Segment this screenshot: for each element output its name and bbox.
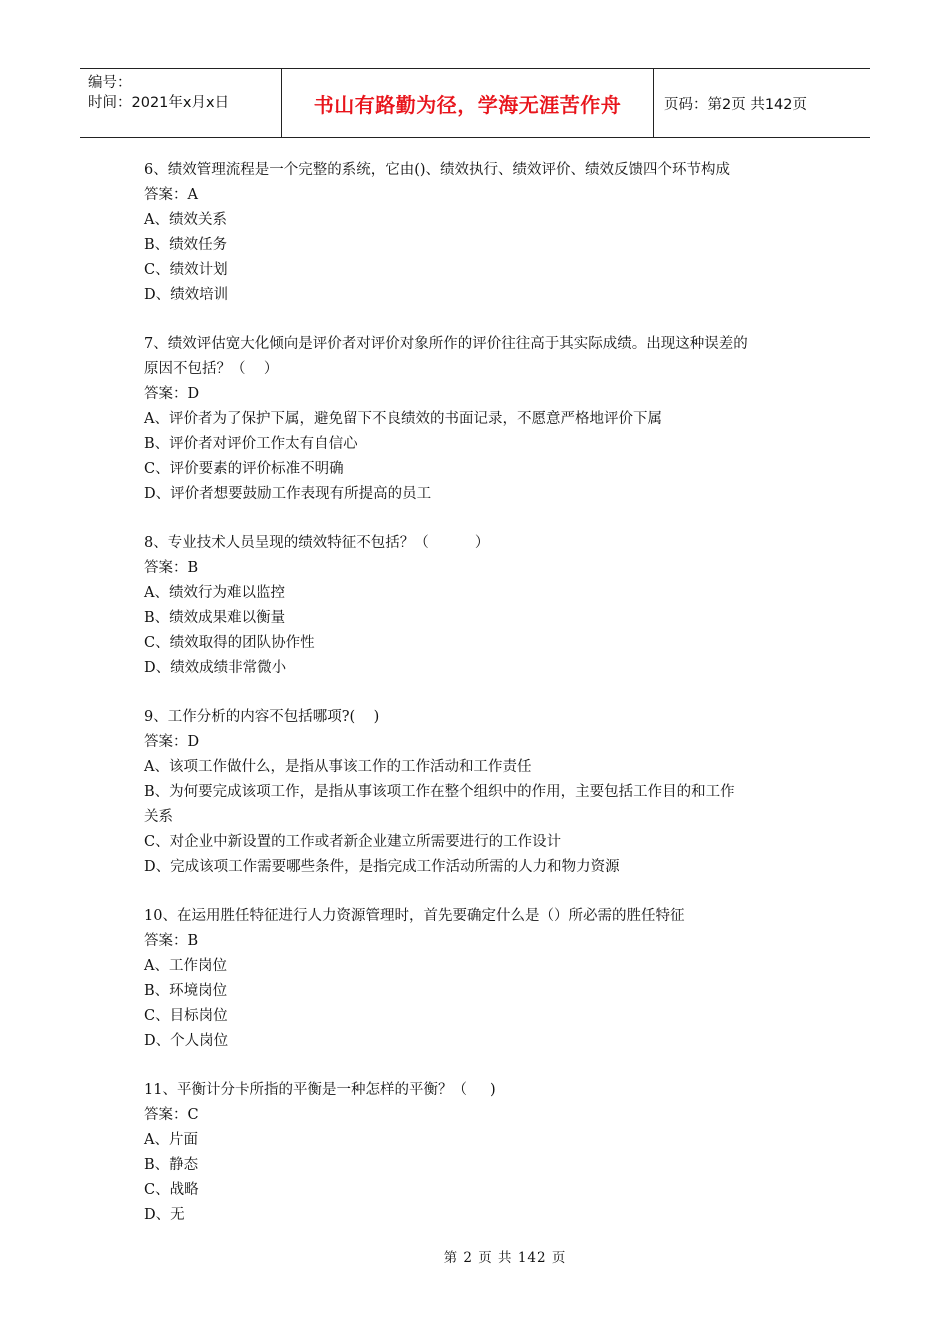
option-text: D、绩效培训 xyxy=(144,287,229,303)
motto: 书山有路勤为径，学海无涯苦作舟 xyxy=(281,69,654,137)
option-text: A、该项工作做什么，是指从事该工作的工作活动和工作责任 xyxy=(144,759,532,775)
option-text: A、绩效关系 xyxy=(144,212,227,228)
option-text: D、个人岗位 xyxy=(144,1033,229,1049)
option-text: D、无 xyxy=(144,1207,185,1223)
answer-text: 答案：D xyxy=(144,734,200,750)
header-left-cell xyxy=(80,69,281,137)
option-text: C、战略 xyxy=(144,1182,199,1198)
option-text: A、片面 xyxy=(144,1132,198,1148)
option-text: C、对企业中新设置的工作或者新企业建立所需要进行的工作设计 xyxy=(144,834,562,850)
question-list xyxy=(144,158,824,1252)
answer-text: 答案：D xyxy=(144,386,200,402)
page-info: 页码：第2页 共142页 xyxy=(664,96,808,113)
option-text: B、环境岗位 xyxy=(144,983,228,999)
question-text: 8、专业技术人员呈现的绩效特征不包括？（ ） xyxy=(144,535,490,551)
question-block xyxy=(144,904,824,1054)
question-text: 原因不包括？（ ） xyxy=(144,361,279,377)
document-header xyxy=(80,68,870,138)
option-text: A、工作岗位 xyxy=(144,958,227,974)
answer-text: 答案：B xyxy=(144,560,199,576)
option-text: B、评价者对评价工作太有自信心 xyxy=(144,436,358,452)
question-text: 9、工作分析的内容不包括哪项?( ) xyxy=(144,709,380,725)
question-text: 7、绩效评估宽大化倾向是评价者对评价对象所作的评价往往高于其实际成绩。出现这种误差的 xyxy=(144,336,748,352)
option-text: B、绩效成果难以衡量 xyxy=(144,610,286,626)
option-text: C、评价要素的评价标准不明确 xyxy=(144,461,344,477)
question-block xyxy=(144,705,824,880)
answer-text: 答案：A xyxy=(144,187,198,203)
option-text: C、绩效取得的团队协作性 xyxy=(144,635,315,651)
answer-text: 答案：C xyxy=(144,1107,199,1123)
question-text: 6、绩效管理流程是一个完整的系统，它由()、绩效执行、绩效评价、绩效反馈四个环节构成 xyxy=(144,162,731,178)
option-text: A、绩效行为难以监控 xyxy=(144,585,285,601)
option-text: C、绩效计划 xyxy=(144,262,228,278)
question-text: 10、在运用胜任特征进行人力资源管理时，首先要确定什么是（）所必需的胜任特征 xyxy=(144,908,685,924)
page-footer: 第 2 页 共 142 页 xyxy=(443,1250,567,1266)
option-text: 关系 xyxy=(144,809,173,825)
question-block xyxy=(144,1078,824,1228)
time-label: 时间：2021年x月x日 xyxy=(88,95,230,111)
number-label: 编号： xyxy=(88,75,132,91)
question-text: 11、平衡计分卡所指的平衡是一种怎样的平衡？（ ) xyxy=(144,1082,496,1098)
option-text: C、目标岗位 xyxy=(144,1008,228,1024)
question-block xyxy=(144,158,824,308)
option-text: D、完成该项工作需要哪些条件，是指完成工作活动所需的人力和物力资源 xyxy=(144,859,620,875)
option-text: B、静态 xyxy=(144,1157,199,1173)
option-text: A、评价者为了保护下属，避免留下不良绩效的书面记录，不愿意严格地评价下属 xyxy=(144,411,662,427)
option-text: D、绩效成绩非常微小 xyxy=(144,660,287,676)
question-block xyxy=(144,332,824,507)
question-block xyxy=(144,531,824,681)
option-text: D、评价者想要鼓励工作表现有所提高的员工 xyxy=(144,486,432,502)
option-text: B、绩效任务 xyxy=(144,237,228,253)
option-text: B、为何要完成该项工作，是指从事该项工作在整个组织中的作用，主要包括工作目的和工作 xyxy=(144,784,735,800)
answer-text: 答案：B xyxy=(144,933,199,949)
